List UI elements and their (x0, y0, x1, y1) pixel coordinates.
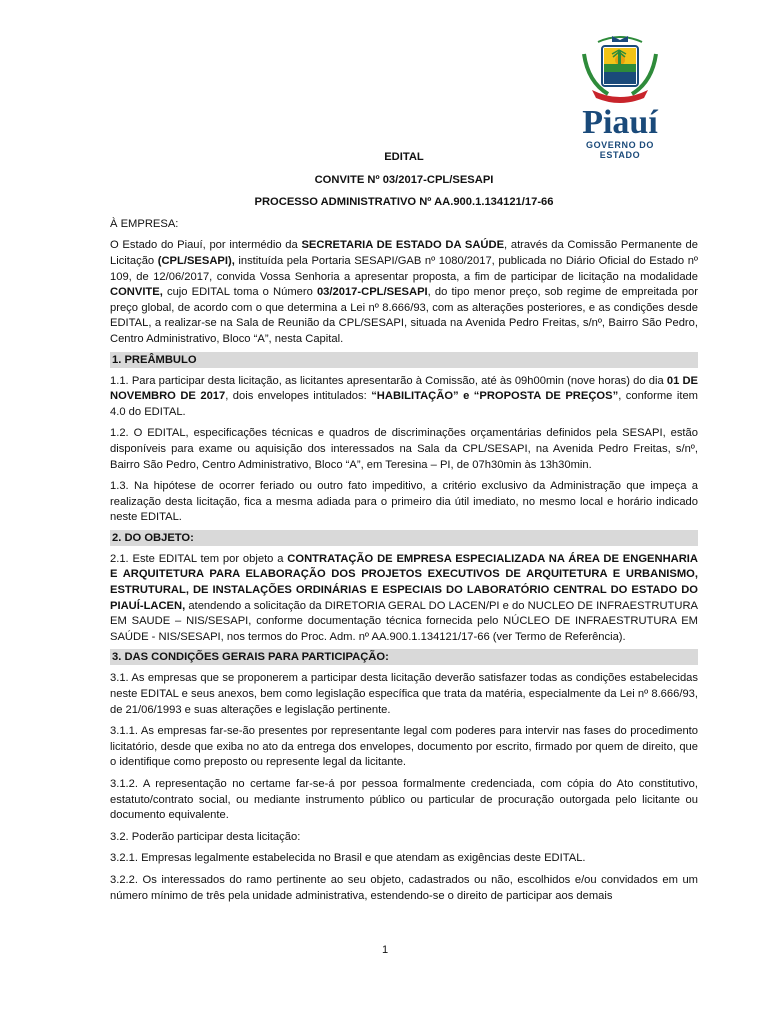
document-title: EDITAL (384, 151, 424, 163)
paragraph-3-2-1: 3.2.1. Empresas legalmente estabelecida no Brasil e que atendam as exigências deste EDITAL. (110, 852, 586, 865)
paragraph-3-1: 3.1. As empresas que se proponerem a participar desta licitação deverão satisfazer todas as condições estabelecidas neste EDITAL e seus anexos, bem como legislação específica que trata da matéria, especialmente da Lei nº 8.666/93, de 21/06/1993 e suas alterações e legislação pertinente. (110, 672, 698, 716)
logo-subtitle: GOVERNO DO ESTADO (585, 140, 654, 160)
paragraph-1-2: 1.2. O EDITAL, especificações técnicas e quadros de discriminações orçamentárias definidos pela SESAPI, estão disponíveis para exame ou aquisição dos interessados na Sala da CPL/SESAPI, na Avenida Pedro Freitas, s/nº, Bairro São Pedro, Centro Administrativo, Bloco “A”, em Teresina – PI, de 07h30min às 13h30min. (110, 427, 698, 471)
paragraph-3-1-2: 3.1.2. A representação no certame far-se-á por pessoa formalmente credenciada, com cópia do Ato constitutivo, estatuto/contrato social, ou mediante instrumento público ou particular de procuração outorgada pelo licitante ou documento equivalente. (110, 778, 698, 822)
section-heading-preambulo: 1. PREÂMBULO (110, 352, 698, 368)
paragraph-2-1: 2.1. Este EDITAL tem por objeto a CONTRATAÇÃO DE EMPRESA ESPECIALIZADA NA ÁREA DE ENGENHARIA E ARQUITETURA PARA ELABORAÇÃO DOS PROJETOS EXECUTIVOS DE ARQUITETURA E URBANISMO, ESTRUTURAL, DE INSTALAÇÕES ORDINÁRIAS E ESPECIAIS DO LABORATÓRIO CENTRAL DO ESTADO DO PIAUÍ-LACEN, atendendo a solicitação da DIRETORIA GERAL DO LACEN/PI e do NUCLEO DE INFRAESTRUTURA EM SAUDE – NIS/SESAPI, conforme documentação técnica fornecida pelo NÚCLEO DE INFRAESTRUTURA EM SAÚDE - NIS/SESAPI, nos termos do Proc. Adm. nº AA.900.1.134121/17-66 (ver Termo de Referência). (110, 552, 698, 643)
state-crest-icon (578, 34, 662, 106)
section-heading-condicoes: 3. DAS CONDIÇÕES GERAIS PARA PARTICIPAÇÃO: (110, 649, 698, 665)
logo-wordmark: Piauí (582, 104, 658, 141)
page-number: 1 (381, 944, 389, 956)
intro-paragraph: O Estado do Piauí, por intermédio da SECRETARIA DE ESTADO DA SAÚDE, através da Comissão Permanente de Licitação (CPL/SESAPI), instituída pela Portaria SESAPI/GAB nº 1080/2017, publicada no Diário Oficial do Estado nº 109, de 12/06/2017, convida Vossa Senhoria a apresentar proposta, a fim de participar de licitação na modalidade CONVITE, cujo EDITAL toma o Número 03/2017-CPL/SESAPI, do tipo menor preço, sob regime de empreitada por preço global, de acordo com o que determina a Lei nº 8.666/93, com as alterações posteriores, e as condições desde EDITAL, a realizar-se na Sala de Reunião da CPL/SESAPI, situada na Avenida Pedro Freitas, s/nº, Bairro São Pedro, Centro Administrativo, Bloco “A”, nesta Capital. (110, 239, 699, 345)
paragraph-1-3: 1.3. Na hipótese de ocorrer feriado ou outro fato impeditivo, a critério exclusivo da Administração que impeça a realização desta licitação, fica a mesma adiada para o primeiro dia útil imediato, no mesmo local e horário indicado neste EDITAL. (110, 480, 698, 524)
piaui-government-logo (560, 34, 680, 160)
convite-number: CONVITE Nº 03/2017-CPL/SESAPI (314, 173, 494, 186)
paragraph-1-1: 1.1. Para participar desta licitação, as licitantes apresentarão à Comissão, até às 09h00min (nove horas) do dia 01 DE NOVEMBRO DE 2017, dois envelopes intitulados: “HABILITAÇÃO” e “PROPOSTA DE PREÇOS”, conforme item 4.0 do EDITAL. (110, 374, 699, 418)
processo-number: PROCESSO ADMINISTRATIVO Nº AA.900.1.134121/17-66 (254, 196, 554, 209)
paragraph-3-1-1: 3.1.1. As empresas far-se-ão presentes por representante legal com poderes para intervir nas fases do procedimento licitatório, desde que exiba no ato da entrega dos envelopes, documento por escrito, firmado por quem de direito, que o identifique como preposto ou represente legal da licitante. (110, 725, 698, 769)
document-body (110, 150, 698, 904)
paragraph-3-2: 3.2. Poderão participar desta licitação: (110, 830, 301, 843)
paragraph-3-2-2: 3.2.2. Os interessados do ramo pertinente ao seu objeto, cadastrados ou não, escolhidos e/ou convidados em um número mínimo de três pela unidade administrativa, estendendo-se o direito de participar aos demais (110, 873, 698, 902)
section-heading-objeto: 2. DO OBJETO: (110, 530, 698, 546)
addressee: À EMPRESA: (110, 217, 179, 230)
